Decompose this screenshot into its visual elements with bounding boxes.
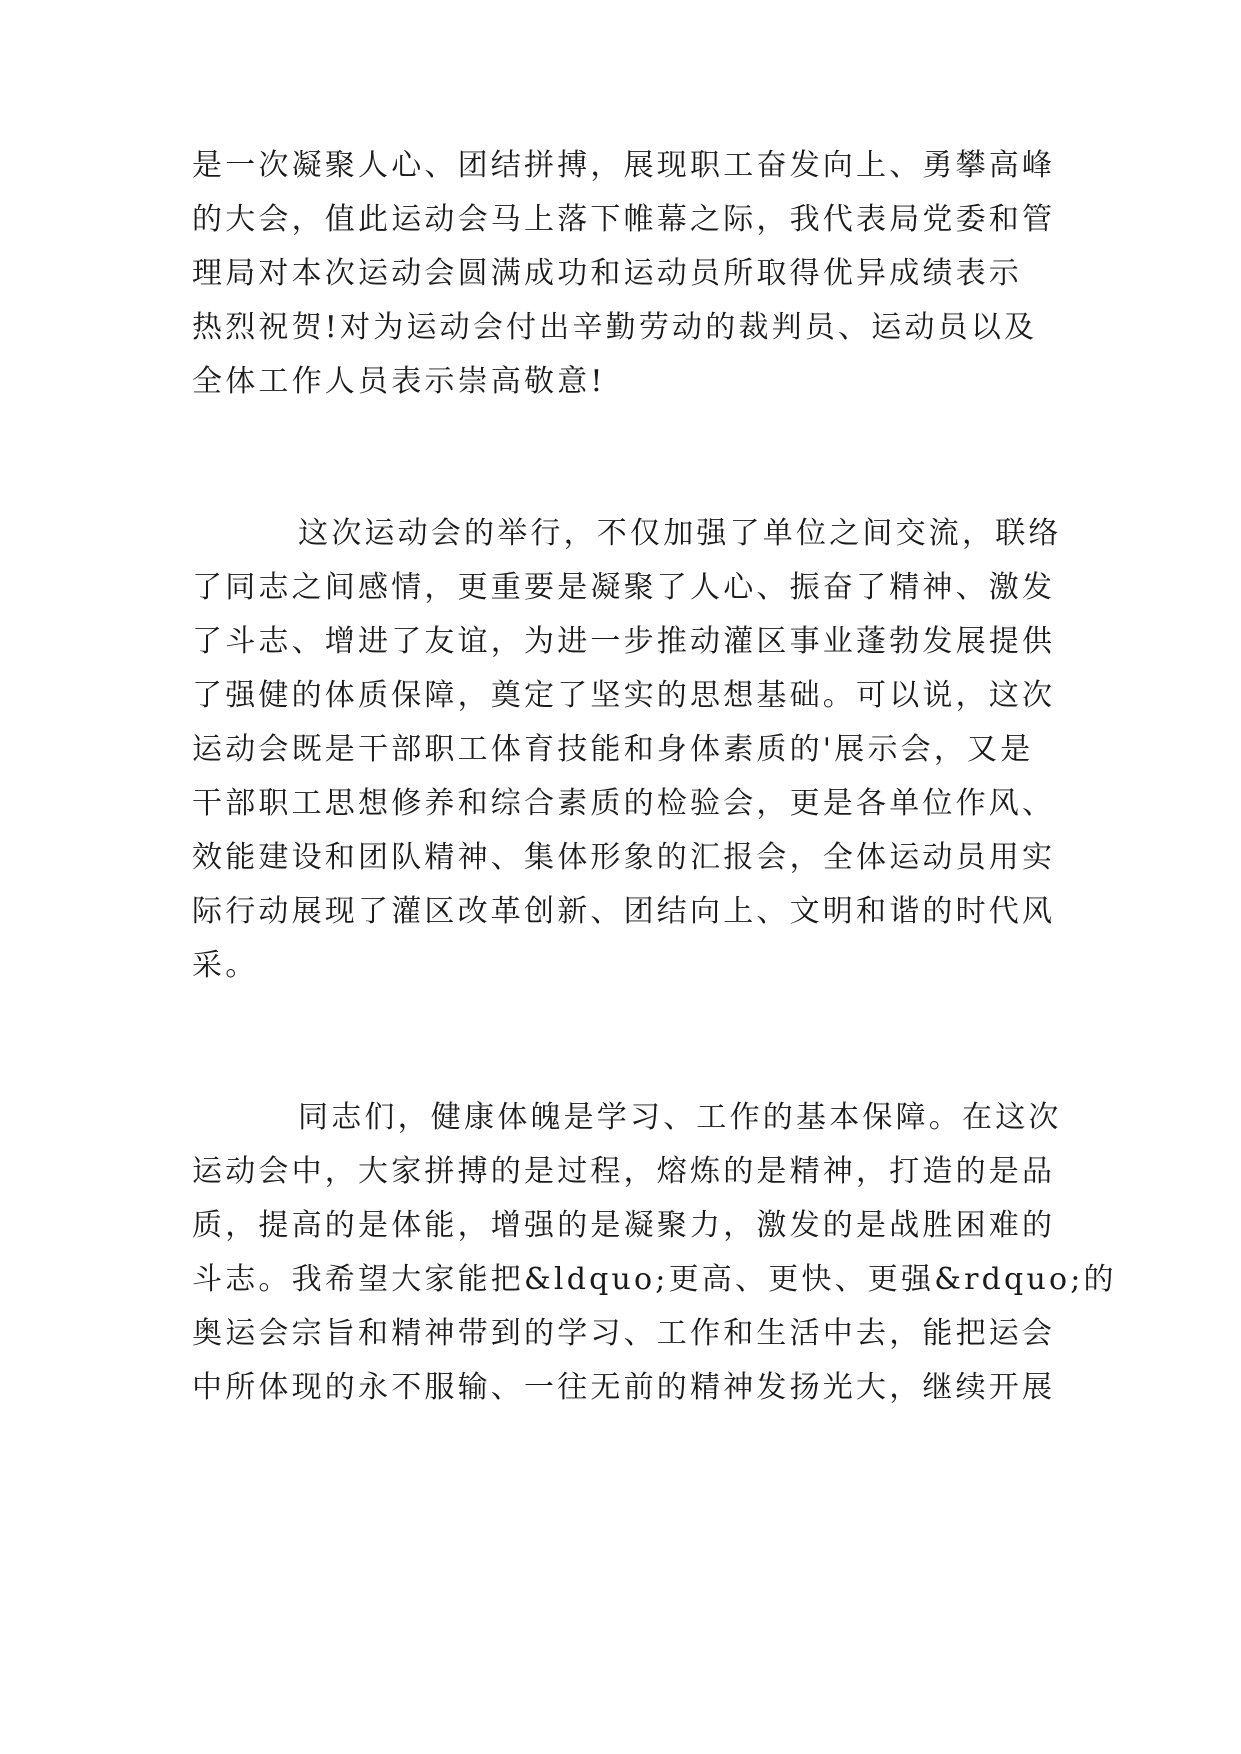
text-line: 是一次凝聚人心、团结拼搏，展现职工奋发向上、勇攀高峰 bbox=[192, 148, 1056, 183]
text-line: 斗志。我希望大家能把&ldquo;更高、更快、更强&rdquo;的 bbox=[192, 1262, 1117, 1297]
text-line: 际行动展现了灌区改革创新、团结向上、文明和谐的时代风 bbox=[192, 894, 1056, 929]
text-line: 运动会既是干部职工体育技能和身体素质的'展示会，又是 bbox=[192, 732, 1034, 767]
text-line: 中所体现的永不服输、一往无前的精神发扬光大，继续开展 bbox=[192, 1370, 1056, 1405]
text-line: 运动会中，大家拼搏的是过程，熔炼的是精神，打造的是品 bbox=[192, 1154, 1056, 1189]
text-line: 干部职工思想修养和综合素质的检验会，更是各单位作风、 bbox=[192, 786, 1056, 821]
text-line: 全体工作人员表示崇高敬意! bbox=[192, 364, 606, 399]
text-line: 热烈祝贺!对为运动会付出辛勤劳动的裁判员、运动员以及 bbox=[192, 310, 1038, 345]
text-line: 了斗志、增进了友谊，为进一步推动灌区事业蓬勃发展提供 bbox=[192, 624, 1056, 659]
text-line: 的大会，值此运动会马上落下帷幕之际，我代表局党委和管 bbox=[192, 202, 1056, 237]
text-line: 质，提高的是体能，增强的是凝聚力，激发的是战胜困难的 bbox=[192, 1208, 1056, 1243]
text-line: 理局对本次运动会圆满成功和运动员所取得优异成绩表示 bbox=[192, 256, 1022, 291]
text-line: 这次运动会的举行，不仅加强了单位之间交流，联络 bbox=[298, 516, 1062, 551]
text-line: 奥运会宗旨和精神带到的学习、工作和生活中去，能把运会 bbox=[192, 1316, 1056, 1351]
text-line: 同志们，健康体魄是学习、工作的基本保障。在这次 bbox=[298, 1100, 1062, 1135]
text-line: 效能建设和团队精神、集体形象的汇报会，全体运动员用实 bbox=[192, 840, 1056, 875]
text-line: 了强健的体质保障，奠定了坚实的思想基础。可以说，这次 bbox=[192, 678, 1056, 713]
text-line: 采。 bbox=[192, 948, 259, 983]
text-line: 了同志之间感情，更重要是凝聚了人心、振奋了精神、激发 bbox=[192, 570, 1056, 605]
